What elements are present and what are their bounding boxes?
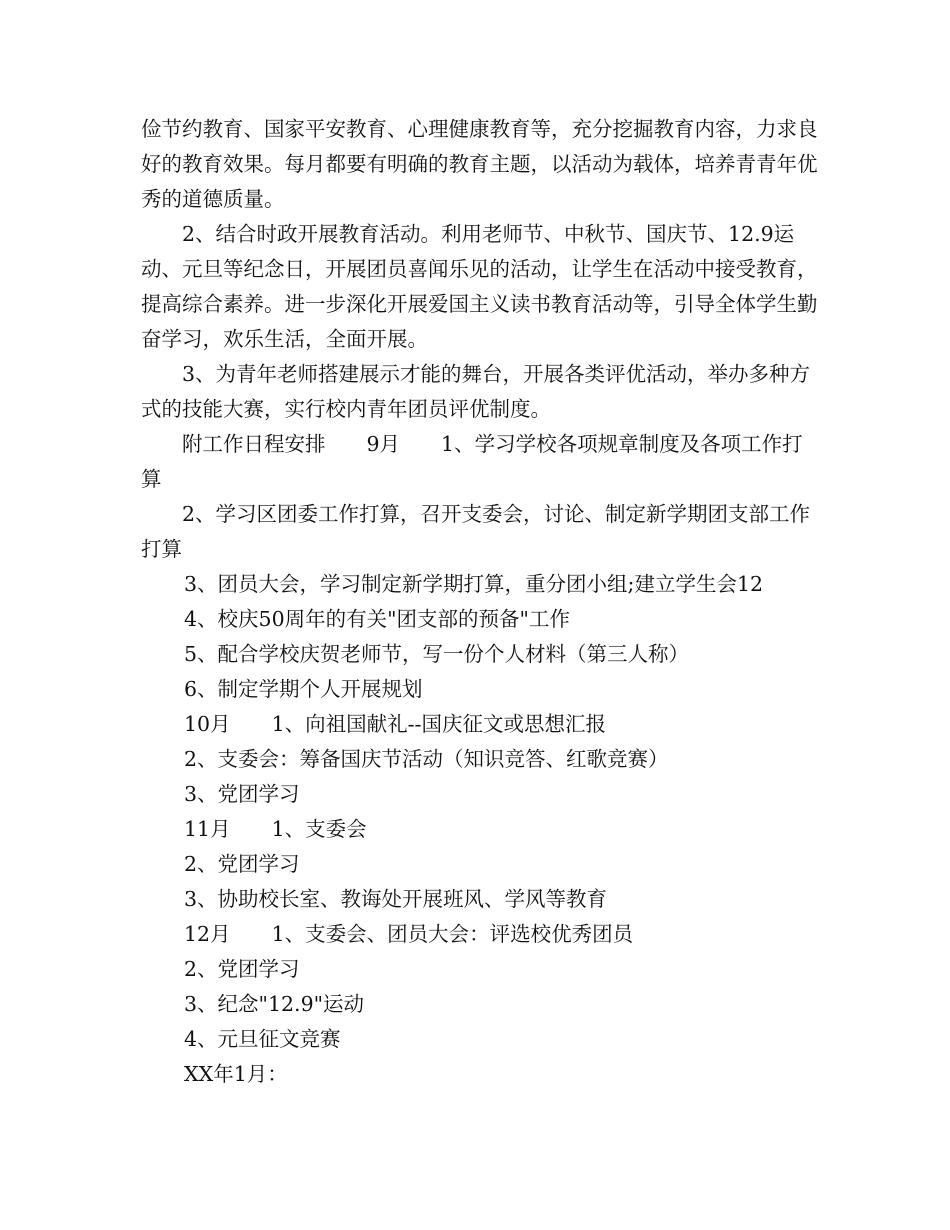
- schedule-sept-item-4: 4、校庆50周年的有关"团支部的预备"工作: [184, 607, 570, 631]
- schedule-sept-item-5: 5、配合学校庆贺老师节，写一份个人材料（第三人称）: [184, 642, 690, 666]
- schedule-nov-item-2: 2、党团学习: [184, 852, 300, 876]
- schedule-dec-item-2: 2、党团学习: [184, 957, 300, 981]
- schedule-sept-item-6: 6、制定学期个人开展规划: [184, 677, 423, 701]
- schedule-nov-item-3: 3、协助校长室、教诲处开展班风、学风等教育: [184, 887, 608, 911]
- schedule-dec-item-3: 3、纪念"12.9"运动: [184, 992, 365, 1016]
- paragraph-continuation: 俭节约教育、国家平安教育、心理健康教育等，充分挖掘教育内容，力求良好的教育效果。每月都要有明确的教育主题，以活动为载体，培养青青年优秀的道德质量。: [141, 117, 818, 211]
- schedule-heading: 附工作日程安排 9月 1、学习学校各项规章制度及各项工作打算: [141, 432, 803, 491]
- schedule-sept-item-3: 3、团员大会，学习制定新学期打算，重分团小组;建立学生会12: [184, 572, 764, 596]
- schedule-sept-item-2: 2、学习区团委工作打算，召开支委会，讨论、制定新学期团支部工作打算: [141, 502, 811, 561]
- schedule-oct-item-2: 2、支委会：筹备国庆节活动（知识竞答、红歌竞赛）: [184, 747, 669, 771]
- paragraph-item-3: 3、为青年老师搭建展示才能的舞台，开展各类评优活动，举办多种方式的技能大赛，实行校内青年团员评优制度。: [141, 362, 811, 421]
- document-body: [141, 112, 821, 1092]
- schedule-nov-item-1: 11月 1、支委会: [184, 817, 367, 841]
- paragraph-item-2: 2、结合时政开展教育活动。利用老师节、中秋节、国庆节、12.9运动、元旦等纪念日，开展团员喜闻乐见的活动，让学生在活动中接受教育，提高综合素养。进一步深化开展爱国主义读书教育活动等，引导全体学生勤奋学习，欢乐生活，全面开展。: [141, 222, 818, 351]
- schedule-oct-item-1: 10月 1、向祖国献礼--国庆征文或思想汇报: [184, 712, 606, 736]
- schedule-jan-heading: XX年1月：: [184, 1062, 288, 1086]
- schedule-oct-item-3: 3、党团学习: [184, 782, 300, 806]
- schedule-dec-item-1: 12月 1、支委会、团员大会：评选校优秀团员: [184, 922, 634, 946]
- schedule-dec-item-4: 4、元旦征文竞赛: [184, 1027, 341, 1051]
